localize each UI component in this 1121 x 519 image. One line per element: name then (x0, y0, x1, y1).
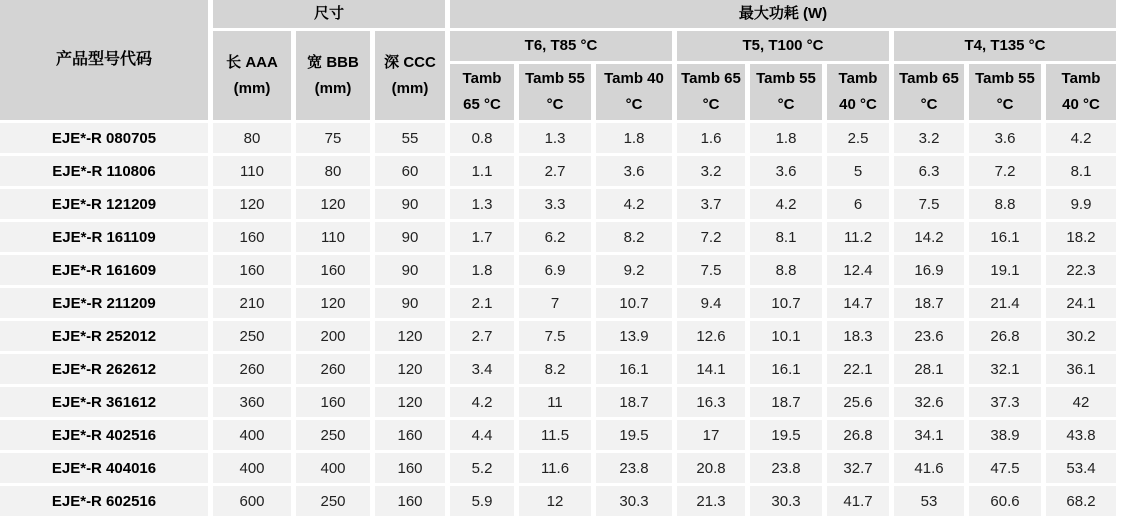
value-cell: 41.6 (894, 453, 964, 483)
value-cell: 11 (519, 387, 591, 417)
value-cell: 80 (296, 156, 370, 186)
value-cell: 160 (375, 420, 445, 450)
value-cell: 7 (519, 288, 591, 318)
value-cell: 3.6 (596, 156, 672, 186)
value-cell: 80 (213, 123, 291, 153)
value-cell: 160 (213, 222, 291, 252)
value-cell: 26.8 (827, 420, 889, 450)
value-cell: 12 (519, 486, 591, 516)
header-line: Tamb 55 (975, 70, 1035, 87)
value-cell: 20.8 (677, 453, 745, 483)
value-cell: 160 (296, 255, 370, 285)
table-row (0, 189, 1116, 219)
value-cell: 8.1 (750, 222, 822, 252)
table-row (0, 123, 1116, 153)
value-cell: 23.8 (596, 453, 672, 483)
value-cell: 1.8 (450, 255, 514, 285)
value-cell: 200 (296, 321, 370, 351)
value-cell: 53 (894, 486, 964, 516)
value-cell: 10.1 (750, 321, 822, 351)
value-cell: 8.2 (596, 222, 672, 252)
column-header-model: 产品型号代码 (0, 0, 208, 120)
value-cell: 38.9 (969, 420, 1041, 450)
value-cell: 60 (375, 156, 445, 186)
model-code-cell: EJE*-R 402516 (0, 420, 208, 450)
value-cell: 11.5 (519, 420, 591, 450)
value-cell: 3.6 (969, 123, 1041, 153)
value-cell: 21.4 (969, 288, 1041, 318)
header-line: °C (546, 96, 564, 113)
value-cell: 160 (296, 387, 370, 417)
header-line: 宽 BBB (307, 53, 359, 71)
value-cell: 55 (375, 123, 445, 153)
value-cell: 250 (296, 486, 370, 516)
header-line: °C (920, 96, 938, 113)
value-cell: 1.3 (519, 123, 591, 153)
model-code-cell: EJE*-R 110806 (0, 156, 208, 186)
table-row (0, 288, 1116, 318)
header-line: Tamb (462, 70, 502, 87)
value-cell: 250 (296, 420, 370, 450)
value-cell: 14.2 (894, 222, 964, 252)
table-row (0, 255, 1116, 285)
column-group-power: 最大功耗 (W) (450, 0, 1116, 28)
value-cell: 120 (375, 321, 445, 351)
value-cell: 3.4 (450, 354, 514, 384)
value-cell: 120 (296, 288, 370, 318)
value-cell: 19.5 (596, 420, 672, 450)
value-cell: 160 (213, 255, 291, 285)
column-header-tamb-t5-40 (827, 64, 889, 120)
value-cell: 75 (296, 123, 370, 153)
header-line: Tamb (1061, 70, 1101, 87)
value-cell: 260 (213, 354, 291, 384)
header-line: 深 CCC (384, 53, 436, 71)
value-cell: 5.9 (450, 486, 514, 516)
table-row (0, 486, 1116, 516)
value-cell: 23.8 (750, 453, 822, 483)
value-cell: 210 (213, 288, 291, 318)
value-cell: 18.7 (750, 387, 822, 417)
value-cell: 260 (296, 354, 370, 384)
header-line: °C (996, 96, 1014, 113)
table-row (0, 156, 1116, 186)
value-cell: 7.5 (519, 321, 591, 351)
value-cell: 3.6 (750, 156, 822, 186)
value-cell: 32.6 (894, 387, 964, 417)
column-header-length (213, 31, 291, 120)
value-cell: 19.1 (969, 255, 1041, 285)
value-cell: 400 (296, 453, 370, 483)
header-line: Tamb 55 (756, 70, 816, 87)
value-cell: 16.1 (750, 354, 822, 384)
table-row (0, 222, 1116, 252)
value-cell: 11.6 (519, 453, 591, 483)
model-code-cell: EJE*-R 602516 (0, 486, 208, 516)
column-header-tamb-t4-55 (969, 64, 1041, 120)
header-line: 65 °C (463, 96, 501, 113)
value-cell: 18.7 (596, 387, 672, 417)
value-cell: 8.8 (750, 255, 822, 285)
model-code-cell: EJE*-R 211209 (0, 288, 208, 318)
value-cell: 28.1 (894, 354, 964, 384)
column-header-tamb-t6-40 (596, 64, 672, 120)
value-cell: 8.2 (519, 354, 591, 384)
value-cell: 0.8 (450, 123, 514, 153)
column-header-tamb-t6-65 (450, 64, 514, 120)
value-cell: 34.1 (894, 420, 964, 450)
value-cell: 32.7 (827, 453, 889, 483)
value-cell: 2.7 (519, 156, 591, 186)
column-header-width (296, 31, 370, 120)
model-code-cell: EJE*-R 262612 (0, 354, 208, 384)
value-cell: 7.2 (677, 222, 745, 252)
value-cell: 2.5 (827, 123, 889, 153)
table-body (0, 123, 1116, 516)
value-cell: 5.2 (450, 453, 514, 483)
column-header-tamb-t4-65 (894, 64, 964, 120)
value-cell: 12.6 (677, 321, 745, 351)
value-cell: 9.9 (1046, 189, 1116, 219)
value-cell: 21.3 (677, 486, 745, 516)
value-cell: 160 (375, 453, 445, 483)
value-cell: 2.7 (450, 321, 514, 351)
value-cell: 6.3 (894, 156, 964, 186)
value-cell: 7.5 (894, 189, 964, 219)
value-cell: 37.3 (969, 387, 1041, 417)
value-cell: 7.2 (969, 156, 1041, 186)
value-cell: 18.7 (894, 288, 964, 318)
value-cell: 30.3 (750, 486, 822, 516)
value-cell: 3.3 (519, 189, 591, 219)
value-cell: 43.8 (1046, 420, 1116, 450)
value-cell: 12.4 (827, 255, 889, 285)
value-cell: 8.1 (1046, 156, 1116, 186)
value-cell: 90 (375, 222, 445, 252)
value-cell: 14.1 (677, 354, 745, 384)
value-cell: 600 (213, 486, 291, 516)
value-cell: 42 (1046, 387, 1116, 417)
table-row (0, 387, 1116, 417)
table-header (0, 0, 1116, 120)
model-code-cell: EJE*-R 121209 (0, 189, 208, 219)
value-cell: 1.1 (450, 156, 514, 186)
value-cell: 68.2 (1046, 486, 1116, 516)
value-cell: 47.5 (969, 453, 1041, 483)
value-cell: 8.8 (969, 189, 1041, 219)
model-code-cell: EJE*-R 252012 (0, 321, 208, 351)
value-cell: 11.2 (827, 222, 889, 252)
value-cell: 90 (375, 255, 445, 285)
value-cell: 36.1 (1046, 354, 1116, 384)
value-cell: 19.5 (750, 420, 822, 450)
column-group-t6: T6, T85 °C (450, 31, 672, 61)
header-line: °C (702, 96, 720, 113)
column-header-tamb-t5-65 (677, 64, 745, 120)
header-line: (mm) (233, 79, 271, 97)
value-cell: 23.6 (894, 321, 964, 351)
value-cell: 30.2 (1046, 321, 1116, 351)
value-cell: 3.7 (677, 189, 745, 219)
header-line: Tamb 65 (899, 70, 959, 87)
value-cell: 60.6 (969, 486, 1041, 516)
header-line: 长 AAA (226, 53, 278, 71)
value-cell: 26.8 (969, 321, 1041, 351)
value-cell: 14.7 (827, 288, 889, 318)
value-cell: 90 (375, 288, 445, 318)
value-cell: 4.4 (450, 420, 514, 450)
value-cell: 1.8 (750, 123, 822, 153)
header-row-groups (0, 0, 1116, 28)
value-cell: 9.2 (596, 255, 672, 285)
value-cell: 6.2 (519, 222, 591, 252)
value-cell: 1.7 (450, 222, 514, 252)
value-cell: 90 (375, 189, 445, 219)
column-header-tamb-t4-40 (1046, 64, 1116, 120)
header-line: 40 °C (839, 96, 877, 113)
header-line: (mm) (314, 79, 352, 97)
value-cell: 25.6 (827, 387, 889, 417)
column-group-t4: T4, T135 °C (894, 31, 1116, 61)
value-cell: 16.1 (596, 354, 672, 384)
value-cell: 120 (375, 354, 445, 384)
value-cell: 5 (827, 156, 889, 186)
column-group-t5: T5, T100 °C (677, 31, 889, 61)
header-line: Tamb 65 (681, 70, 741, 87)
value-cell: 16.3 (677, 387, 745, 417)
table-row (0, 354, 1116, 384)
value-cell: 110 (296, 222, 370, 252)
model-code-cell: EJE*-R 361612 (0, 387, 208, 417)
value-cell: 22.1 (827, 354, 889, 384)
value-cell: 4.2 (450, 387, 514, 417)
value-cell: 360 (213, 387, 291, 417)
value-cell: 53.4 (1046, 453, 1116, 483)
value-cell: 10.7 (596, 288, 672, 318)
column-header-tamb-t5-55 (750, 64, 822, 120)
value-cell: 4.2 (1046, 123, 1116, 153)
column-header-tamb-t6-55 (519, 64, 591, 120)
value-cell: 17 (677, 420, 745, 450)
model-code-cell: EJE*-R 404016 (0, 453, 208, 483)
model-code-cell: EJE*-R 161609 (0, 255, 208, 285)
column-header-depth (375, 31, 445, 120)
value-cell: 24.1 (1046, 288, 1116, 318)
value-cell: 4.2 (596, 189, 672, 219)
value-cell: 120 (296, 189, 370, 219)
value-cell: 41.7 (827, 486, 889, 516)
value-cell: 30.3 (596, 486, 672, 516)
value-cell: 110 (213, 156, 291, 186)
value-cell: 9.4 (677, 288, 745, 318)
value-cell: 18.3 (827, 321, 889, 351)
table-row (0, 420, 1116, 450)
value-cell: 400 (213, 453, 291, 483)
value-cell: 16.9 (894, 255, 964, 285)
value-cell: 6.9 (519, 255, 591, 285)
value-cell: 400 (213, 420, 291, 450)
value-cell: 16.1 (969, 222, 1041, 252)
header-line: °C (777, 96, 795, 113)
header-line: (mm) (391, 79, 429, 97)
value-cell: 10.7 (750, 288, 822, 318)
value-cell: 3.2 (677, 156, 745, 186)
header-line: °C (625, 96, 643, 113)
model-code-cell: EJE*-R 161109 (0, 222, 208, 252)
value-cell: 1.6 (677, 123, 745, 153)
value-cell: 3.2 (894, 123, 964, 153)
header-line: 40 °C (1062, 96, 1100, 113)
value-cell: 22.3 (1046, 255, 1116, 285)
value-cell: 18.2 (1046, 222, 1116, 252)
header-line: Tamb 55 (525, 70, 585, 87)
value-cell: 160 (375, 486, 445, 516)
value-cell: 120 (213, 189, 291, 219)
value-cell: 7.5 (677, 255, 745, 285)
value-cell: 4.2 (750, 189, 822, 219)
table-row (0, 321, 1116, 351)
value-cell: 2.1 (450, 288, 514, 318)
header-line: Tamb 40 (604, 70, 664, 87)
value-cell: 120 (375, 387, 445, 417)
model-code-cell: EJE*-R 080705 (0, 123, 208, 153)
value-cell: 1.8 (596, 123, 672, 153)
value-cell: 1.3 (450, 189, 514, 219)
table-row (0, 453, 1116, 483)
header-line: Tamb (838, 70, 878, 87)
value-cell: 32.1 (969, 354, 1041, 384)
value-cell: 6 (827, 189, 889, 219)
value-cell: 250 (213, 321, 291, 351)
value-cell: 13.9 (596, 321, 672, 351)
column-group-size: 尺寸 (213, 0, 445, 28)
